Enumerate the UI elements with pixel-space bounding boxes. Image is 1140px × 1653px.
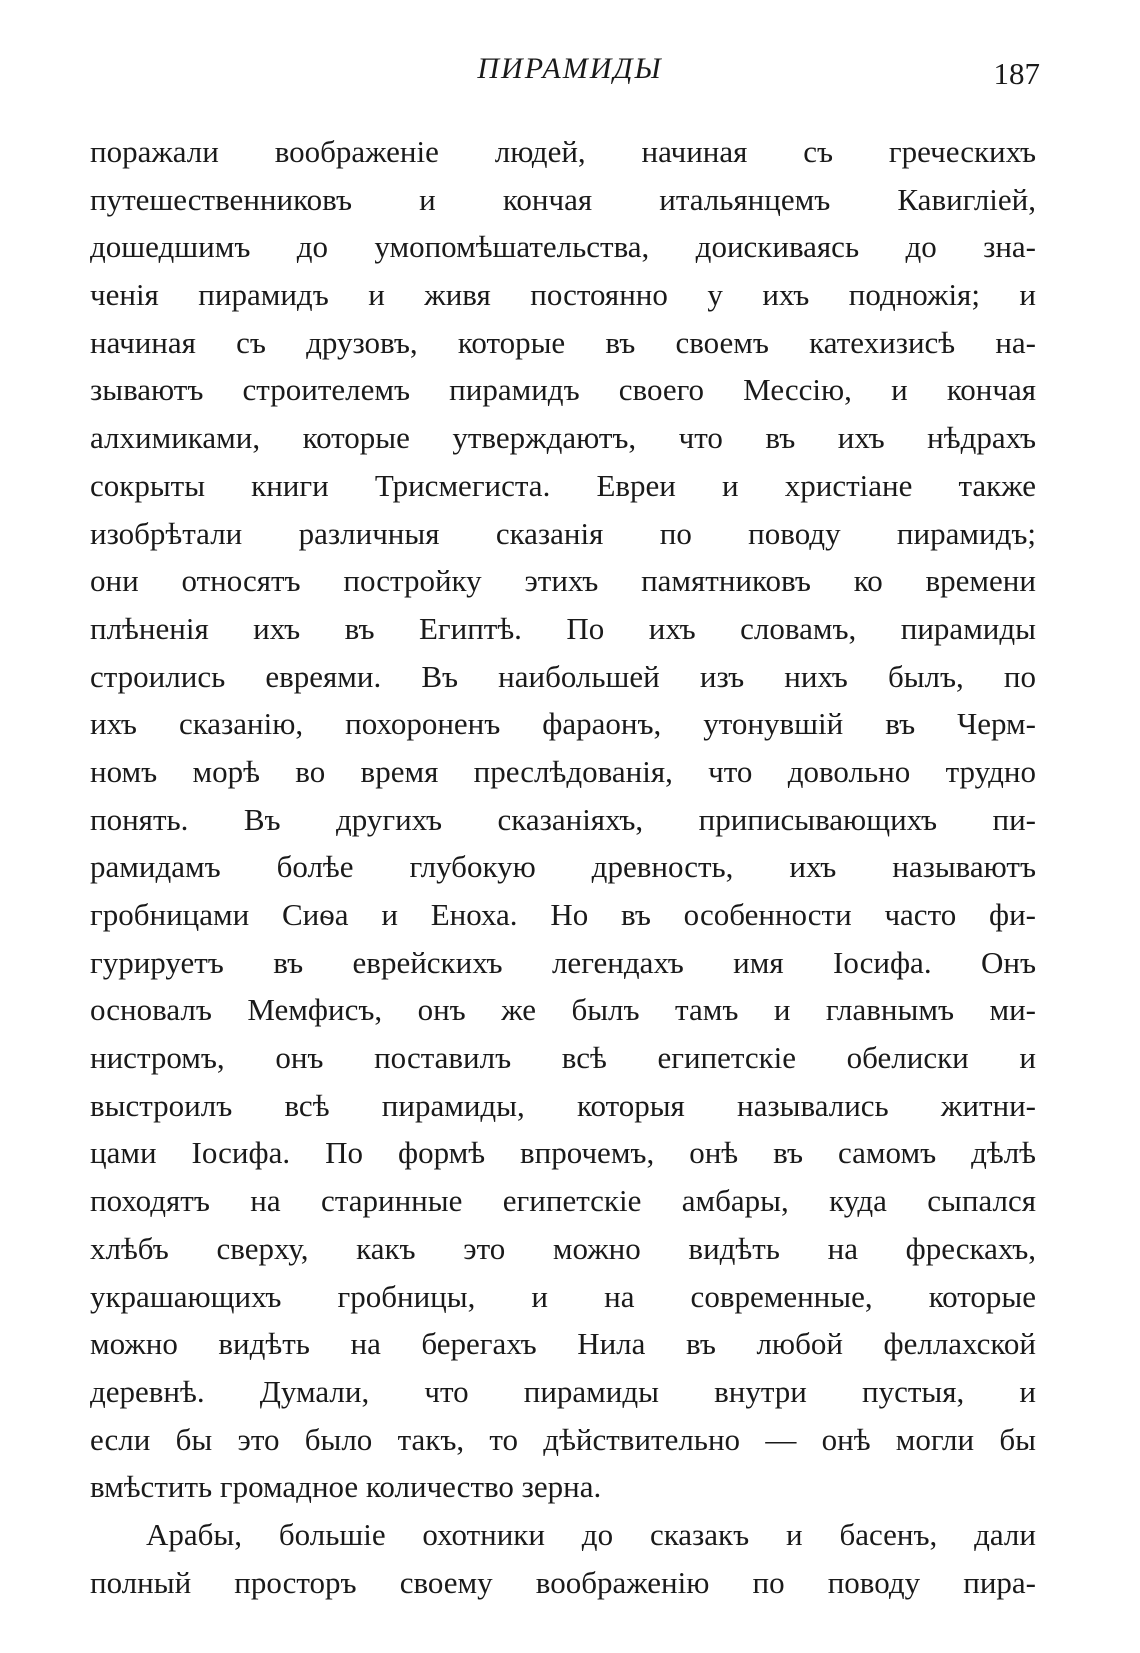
text-line: хлѣбъ сверху, какъ это можно видѣть на фрескахъ, — [90, 1230, 1036, 1266]
text-line: зываютъ строителемъ пирамидъ своего Мессію, и кончая — [90, 372, 1036, 408]
text-line: плѣненія ихъ въ Египтѣ. По ихъ словамъ, пирамиды — [90, 610, 1036, 646]
text-line: путешественниковъ и кончая итальянцемъ Кавигліей, — [90, 181, 1036, 217]
text-line: цами Іосифа. По формѣ впрочемъ, онѣ въ самомъ дѣлѣ — [90, 1135, 1036, 1171]
text-line: изобрѣтали различныя сказанія по поводу пирамидъ; — [90, 515, 1036, 551]
text-line: гурируетъ въ еврейскихъ легендахъ имя Іосифа. Онъ — [90, 944, 1036, 980]
text-line: алхимиками, которые утверждаютъ, что въ ихъ нѣдрахъ — [90, 420, 1036, 456]
page-number: 187 — [993, 56, 1040, 91]
text-line: если бы это было такъ, то дѣйствительно — онѣ могли бы — [90, 1421, 1036, 1457]
text-line: строились евреями. Въ наибольшей изъ нихъ былъ, по — [90, 658, 1036, 694]
text-line: полный просторъ своему воображенію по поводу пира- — [90, 1564, 1036, 1600]
text-line: понять. Въ другихъ сказаніяхъ, приписывающихъ пи- — [90, 801, 1036, 837]
text-line: нистромъ, онъ поставилъ всѣ египетскіе обелиски и — [90, 1040, 1036, 1076]
text-line: выстроилъ всѣ пирамиды, которыя назывались житни- — [90, 1087, 1036, 1123]
text-line: деревнѣ. Думали, что пирамиды внутри пустыя, и — [90, 1373, 1036, 1409]
running-head — [0, 52, 1140, 92]
text-line: ченія пирамидъ и живя постоянно у ихъ подножія; и — [90, 277, 1036, 313]
text-line: сокрыты книги Трисмегиста. Евреи и христіане также — [90, 467, 1036, 503]
text-line: они относятъ постройку этихъ памятниковъ ко времени — [90, 563, 1036, 599]
text-line: украшающихъ гробницы, и на современные, которые — [90, 1278, 1036, 1314]
body-text — [90, 128, 1036, 1606]
text-line: ихъ сказанію, похороненъ фараонъ, утонувшій въ Черм- — [90, 706, 1036, 742]
text-line: рамидамъ болѣе глубокую древность, ихъ называютъ — [90, 849, 1036, 885]
text-line: номъ морѣ во время преслѣдованія, что довольно трудно — [90, 753, 1036, 789]
text-line: гробницами Сиѳа и Еноха. Но въ особенности часто фи- — [90, 897, 1036, 932]
text-line: начиная съ друзовъ, которые въ своемъ катехизисѣ на- — [90, 324, 1036, 360]
text-line-paragraph-start: Арабы, большіе охотники до сказакъ и басенъ, дали — [146, 1516, 1036, 1552]
text-line: можно видѣть на берегахъ Нила въ любой феллахской — [90, 1326, 1036, 1362]
text-line: дошедшимъ до умопомѣшательства, доискиваясь до зна- — [90, 229, 1036, 265]
page-title: ПИРАМИДЫ — [477, 52, 663, 85]
text-line: поражали воображеніе людей, начиная съ греческихъ — [90, 134, 1036, 169]
text-line: основалъ Мемфисъ, онъ же былъ тамъ и главнымъ ми- — [90, 992, 1036, 1028]
text-line: походятъ на старинные египетскіе амбары, куда сыпался — [90, 1183, 1036, 1219]
text-line-paragraph-end: вмѣстить громадное количество зерна. — [90, 1469, 602, 1505]
